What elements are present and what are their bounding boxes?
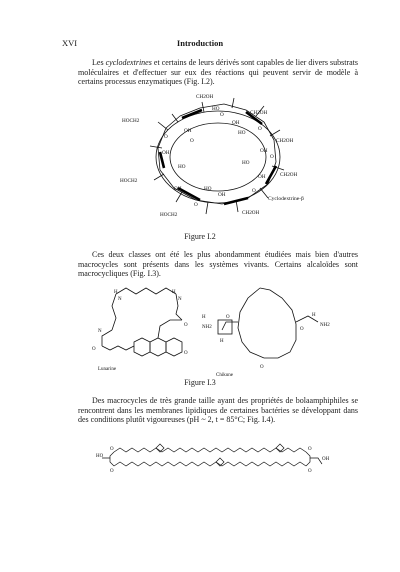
paragraph-text: et certains de leurs dérivés sont capables de lier divers substrats moléculaires et d'effectuer sur eux des réactions qui peuvent servir de modèle à certains processus enzymatiques (Fig. I.2). <box>78 58 358 87</box>
atom-h: H <box>202 315 206 320</box>
atom-h: H <box>172 290 176 295</box>
cyclodextrine-label: Cyclodextrine-β <box>268 196 304 202</box>
running-title: Introduction <box>176 38 224 48</box>
group-o: O <box>164 134 168 140</box>
group-o: O <box>194 202 198 208</box>
lunarine-label: Lunarine <box>98 367 117 372</box>
figure-lunarine-diagram <box>86 284 196 374</box>
group-o: O <box>270 154 274 160</box>
group-ch2oh: CH2OH <box>196 94 214 100</box>
group-ch2oh: CH2OH <box>242 210 260 216</box>
atom-o: O <box>308 447 312 452</box>
group-ho: HO <box>238 130 246 136</box>
group-hoch2: HOCH2 <box>160 212 178 218</box>
group-ho: HO <box>242 160 250 166</box>
atom-o: O <box>260 365 264 370</box>
atom-o: O <box>184 351 188 356</box>
group-oh: OH <box>162 150 170 156</box>
group-oh: OH <box>218 192 226 198</box>
group-ch2oh: CH2OH <box>280 172 298 178</box>
paragraph-macrocycles: Ces deux classes ont été les plus abondamment étudiées mais bien d'autres macrocycles sont présents dans les systèmes vivants. Certains alcaloïdes sont macrocycliques (Fig. I.3). <box>78 250 358 279</box>
paragraph-text: Les <box>92 58 106 67</box>
emphasis-cyclodextrines: cyclodextrines <box>105 58 152 67</box>
page-number: XVI <box>62 38 78 48</box>
figure-chikune-diagram <box>200 282 340 376</box>
group-ch2oh: CH2OH <box>276 138 294 144</box>
atom-o: O <box>110 469 114 474</box>
group-oh: OH <box>184 128 192 134</box>
atom-h: H <box>312 313 316 318</box>
atom-o: O <box>92 347 96 352</box>
group-oh: OH <box>260 148 268 154</box>
group-o: O <box>190 138 194 144</box>
atom-o: O <box>226 315 230 320</box>
group-o: O <box>258 126 262 132</box>
figure-caption-1-2: Figure I.2 <box>184 232 216 241</box>
figure-cyclodextrine-diagram <box>120 92 320 224</box>
figure-caption-1-3: Figure I.3 <box>184 378 216 387</box>
atom-nh2: NH2 <box>320 323 330 328</box>
atom-o: O <box>300 327 304 332</box>
group-o: O <box>220 112 224 118</box>
group-ho: HO <box>178 164 186 170</box>
atom-h: H <box>220 339 224 344</box>
atom-oh: OH <box>322 457 330 462</box>
group-hoch2: HOCH2 <box>120 178 138 184</box>
atom-n: N <box>118 297 122 302</box>
paragraph-cyclodextrines <box>78 58 358 87</box>
atom-ho: HO <box>96 454 104 459</box>
chikune-label: Chikune <box>216 373 233 378</box>
atom-o: O <box>308 469 312 474</box>
group-ch2oh: CH2OH <box>250 110 268 116</box>
atom-o: O <box>184 323 188 328</box>
atom-n: N <box>98 329 102 334</box>
atom-h: H <box>114 290 118 295</box>
atom-n: N <box>178 297 182 302</box>
paragraph-bolaamphiphiles: Des macrocycles de très grande taille ayant des propriétés de bolaamphiphiles se rencontrent dans les membranes lipidiques de certaines bactéries se développant dans des conditions plutôt vigoureuses (pH ~ 2, t = 85°C; Fig. I.4). <box>78 396 358 425</box>
atom-o: O <box>110 447 114 452</box>
figure-bolaamphiphile-diagram <box>96 440 336 480</box>
group-oh: OH <box>258 174 266 180</box>
group-hoch2: HOCH2 <box>122 118 140 124</box>
group-o: O <box>252 188 256 194</box>
group-ho: HO <box>204 186 212 192</box>
atom-nh2: NH2 <box>202 325 212 330</box>
group-oh: OH <box>174 186 182 192</box>
group-ho: HO <box>212 106 220 112</box>
group-oh: OH <box>232 120 240 126</box>
